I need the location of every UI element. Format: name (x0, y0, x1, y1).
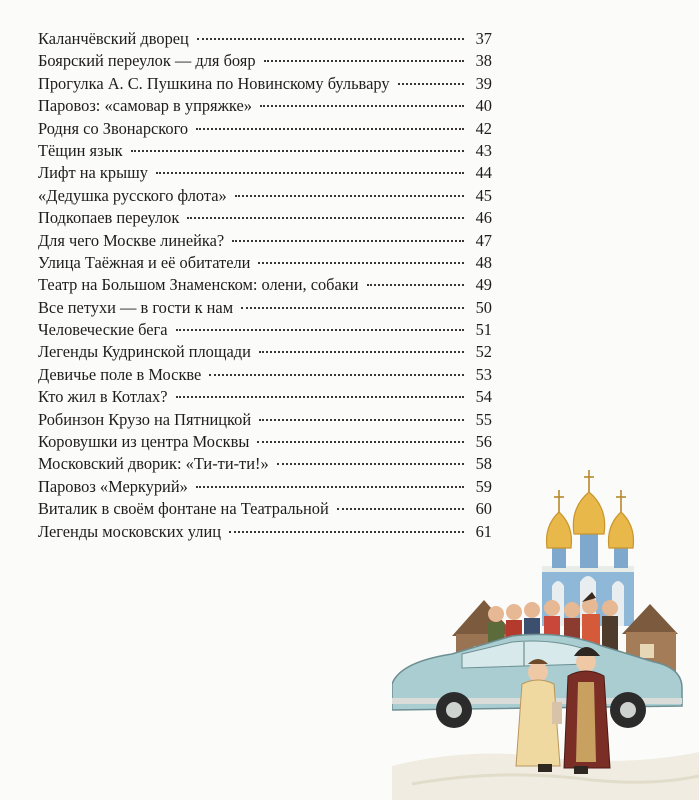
toc-entry[interactable] (38, 297, 492, 319)
toc-entry[interactable] (38, 185, 492, 207)
toc-entry-title: Каланчёвский дворец (38, 29, 189, 48)
toc-entry-page: 44 (475, 163, 492, 183)
dot-leader (197, 38, 464, 40)
dot-leader (196, 128, 464, 130)
toc-entry[interactable] (38, 95, 492, 117)
toc-entry[interactable] (38, 409, 492, 431)
dot-leader (241, 307, 464, 309)
toc-entry-page: 58 (475, 454, 492, 474)
toc-entry-page: 39 (475, 73, 492, 93)
dot-leader (156, 172, 464, 174)
toc-entry-title: Девичье поле в Москве (38, 364, 202, 384)
toc-entry[interactable] (38, 118, 492, 140)
toc-entry-page: 51 (475, 320, 492, 340)
toc-entry-page: 61 (475, 521, 492, 541)
toc-entry-title: Улица Таёжная и её обитатели (38, 252, 251, 272)
toc-entry[interactable] (38, 319, 492, 341)
toc-entry-page: 46 (475, 208, 492, 228)
toc-entry-page: 42 (475, 118, 492, 138)
toc-entry-title: Человеческие бега (38, 320, 168, 340)
toc-entry-page: 43 (475, 140, 492, 160)
toc-entry[interactable] (38, 431, 492, 453)
toc-entry-title: Московский дворик: «Ти-ти-ти!» (38, 454, 269, 474)
toc-entry-page: 54 (475, 387, 492, 407)
toc-entry-title: Подкопаев переулок (38, 208, 180, 228)
toc-entry-page: 59 (475, 476, 492, 496)
toc-entry-page: 60 (475, 499, 492, 519)
toc-entry[interactable] (38, 140, 492, 162)
dot-leader (258, 262, 464, 264)
dot-leader (398, 83, 464, 85)
toc-entry[interactable] (38, 162, 492, 184)
toc-entry-title: Родня со Звонарского (38, 118, 189, 138)
dot-leader (264, 60, 464, 62)
toc-entry-page: 50 (475, 297, 492, 317)
toc-entry[interactable] (38, 50, 492, 72)
dot-leader (367, 284, 464, 286)
toc-entry-title: Робинзон Крузо на Пятницкой (38, 409, 252, 429)
dot-leader (131, 150, 464, 152)
toc-entry-title: Легенды московских улиц (38, 521, 222, 541)
dot-leader (176, 396, 464, 398)
dot-leader (257, 441, 464, 443)
dot-leader (176, 329, 464, 331)
toc-entry[interactable] (38, 207, 492, 229)
dot-leader (235, 195, 464, 197)
toc-entry[interactable] (38, 274, 492, 296)
toc-entry-page: 38 (475, 51, 492, 71)
toc-entry-title: Лифт на крышу (38, 163, 148, 183)
dome (609, 512, 634, 548)
toc-entry-title: Легенды Кудринской площади (38, 342, 251, 362)
toc-entry-page: 56 (475, 432, 492, 452)
dot-leader (259, 419, 464, 421)
toc-entry-page: 48 (475, 252, 492, 272)
toc-entry-page: 47 (475, 230, 492, 250)
dome (573, 492, 604, 534)
toc-entry[interactable] (38, 364, 492, 386)
moscow-street-illustration (392, 466, 699, 800)
dome (547, 512, 572, 548)
toc-entry-title: Все петухи — в гости к нам (38, 297, 234, 317)
toc-entry-title: Прогулка А. С. Пушкина по Новинскому бульвару (38, 73, 390, 93)
toc-entry-title: Боярский переулок — для бояр (38, 51, 256, 71)
toc-entry[interactable] (38, 252, 492, 274)
toc-entry[interactable] (38, 28, 492, 50)
toc-entry-title: Кто жил в Котлах? (38, 387, 168, 407)
toc-entry[interactable] (38, 386, 492, 408)
dot-leader (260, 105, 464, 107)
dot-leader (232, 240, 464, 242)
toc-entry-title: Коровушки из центра Москвы (38, 432, 250, 452)
toc-entry-title: Паровоз «Меркурий» (38, 476, 188, 496)
toc-entry-page: 53 (475, 364, 492, 384)
toc-entry-page: 45 (475, 185, 492, 205)
toc-entry-title: «Дедушка русского флота» (38, 185, 227, 205)
toc-entry-page: 52 (475, 342, 492, 362)
dot-leader (259, 351, 464, 353)
toc-entry-title: Тёщин язык (38, 140, 123, 160)
dot-leader (187, 217, 464, 219)
toc-entry-title: Паровоз: «самовар в упряжке» (38, 96, 252, 116)
toc-entry[interactable] (38, 230, 492, 252)
toc-entry[interactable] (38, 73, 492, 95)
toc-entry-title: Для чего Москве линейка? (38, 230, 225, 250)
toc-entry-title: Театр на Большом Знаменском: олени, собаки (38, 275, 359, 295)
toc-entry-title: Виталик в своём фонтане на Театральной (38, 499, 329, 519)
toc-entry-page: 49 (475, 275, 492, 295)
dot-leader (209, 374, 464, 376)
toc-entry-page: 40 (475, 96, 492, 116)
toc-entry-page: 37 (475, 29, 492, 48)
toc-entry[interactable] (38, 341, 492, 363)
toc-entry-page: 55 (475, 409, 492, 429)
